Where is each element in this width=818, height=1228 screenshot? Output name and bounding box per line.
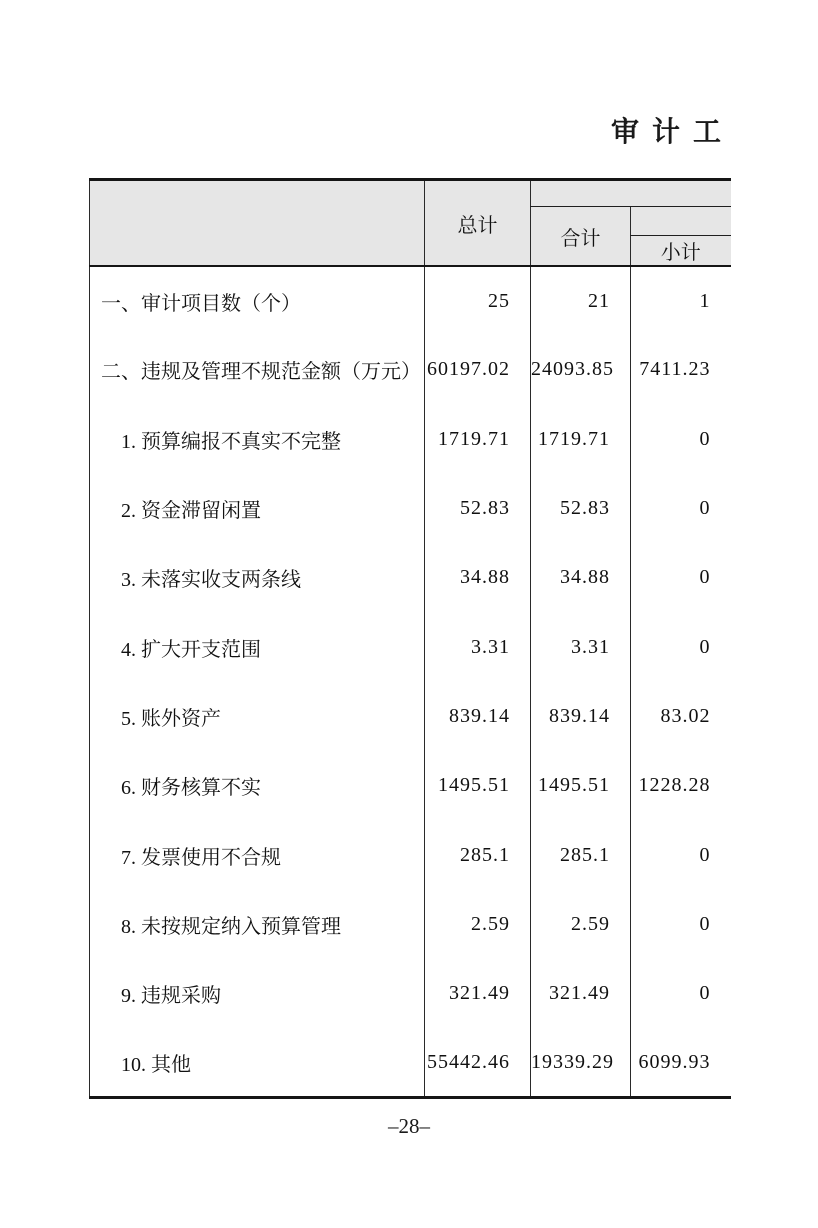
row-total: 21 [531, 266, 631, 335]
table-row-revenue-expenditure [90, 543, 731, 612]
table-row-budget-reporting [90, 405, 731, 474]
row-grand-total: 1719.71 [425, 405, 531, 474]
row-total: 1495.51 [531, 751, 631, 820]
row-label: 一、审计项目数（个） [101, 292, 301, 315]
row-total: 52.83 [531, 474, 631, 543]
row-subtotal: 6099.93 [631, 1029, 731, 1098]
page-title: 审计工 [610, 117, 734, 148]
row-subtotal: 0 [631, 543, 731, 612]
table-row-off-book-assets [90, 682, 731, 751]
row-grand-total: 2.59 [425, 890, 531, 959]
row-total: 839.14 [531, 682, 631, 751]
row-total: 1719.71 [531, 405, 631, 474]
row-subtotal: 7411.23 [631, 335, 731, 404]
header-subtotal: 小计 [631, 236, 731, 267]
audit-table [89, 178, 731, 1099]
table-row-violation-amount [90, 335, 731, 404]
row-total: 3.31 [531, 613, 631, 682]
row-label: 5. 账外资产 [121, 708, 221, 731]
row-total: 24093.85 [531, 335, 631, 404]
row-grand-total: 285.1 [425, 821, 531, 890]
row-grand-total: 55442.46 [425, 1029, 531, 1098]
row-subtotal: 0 [631, 405, 731, 474]
table-body [90, 266, 731, 1098]
row-subtotal: 0 [631, 474, 731, 543]
row-label: 3. 未落实收支两条线 [121, 569, 301, 592]
row-grand-total: 839.14 [425, 682, 531, 751]
row-label: 4. 扩大开支范围 [121, 638, 261, 661]
row-total: 34.88 [531, 543, 631, 612]
row-total: 321.49 [531, 959, 631, 1028]
row-label: 8. 未按规定纳入预算管理 [121, 916, 341, 939]
header-sub-empty-cell [631, 207, 731, 236]
row-subtotal: 83.02 [631, 682, 731, 751]
table-row-expanded-spending [90, 613, 731, 682]
row-subtotal: 0 [631, 613, 731, 682]
row-label: 1. 预算编报不真实不完整 [121, 430, 341, 453]
row-grand-total: 25 [425, 266, 531, 335]
table-row-audit-project-count [90, 266, 731, 335]
row-subtotal: 1 [631, 266, 731, 335]
header-item-column [90, 180, 425, 267]
table-row-other [90, 1029, 731, 1098]
row-label: 7. 发票使用不合规 [121, 846, 281, 869]
table-row-invoice-misuse [90, 821, 731, 890]
row-total: 2.59 [531, 890, 631, 959]
row-grand-total: 1495.51 [425, 751, 531, 820]
row-grand-total: 52.83 [425, 474, 531, 543]
table-header [90, 180, 731, 267]
page-number: –28– [388, 1114, 430, 1138]
row-label: 二、违规及管理不规范金额（万元） [101, 361, 421, 384]
row-subtotal: 1228.28 [631, 751, 731, 820]
header-grand-total: 总计 [425, 180, 531, 267]
row-grand-total: 60197.02 [425, 335, 531, 404]
header-total: 合计 [531, 207, 631, 267]
table-row-inaccurate-accounting [90, 751, 731, 820]
table-row-idle-funds [90, 474, 731, 543]
row-grand-total: 34.88 [425, 543, 531, 612]
row-label: 6. 财务核算不实 [121, 777, 261, 800]
row-label: 10. 其他 [121, 1054, 191, 1077]
row-label: 2. 资金滞留闲置 [121, 500, 261, 523]
row-label: 9. 违规采购 [121, 985, 221, 1008]
row-subtotal: 0 [631, 959, 731, 1028]
row-total: 19339.29 [531, 1029, 631, 1098]
row-grand-total: 3.31 [425, 613, 531, 682]
header-group-cell [531, 180, 731, 207]
row-total: 285.1 [531, 821, 631, 890]
table-row-budget-management [90, 890, 731, 959]
row-subtotal: 0 [631, 890, 731, 959]
table-row-illegal-procurement [90, 959, 731, 1028]
row-grand-total: 321.49 [425, 959, 531, 1028]
row-subtotal: 0 [631, 821, 731, 890]
